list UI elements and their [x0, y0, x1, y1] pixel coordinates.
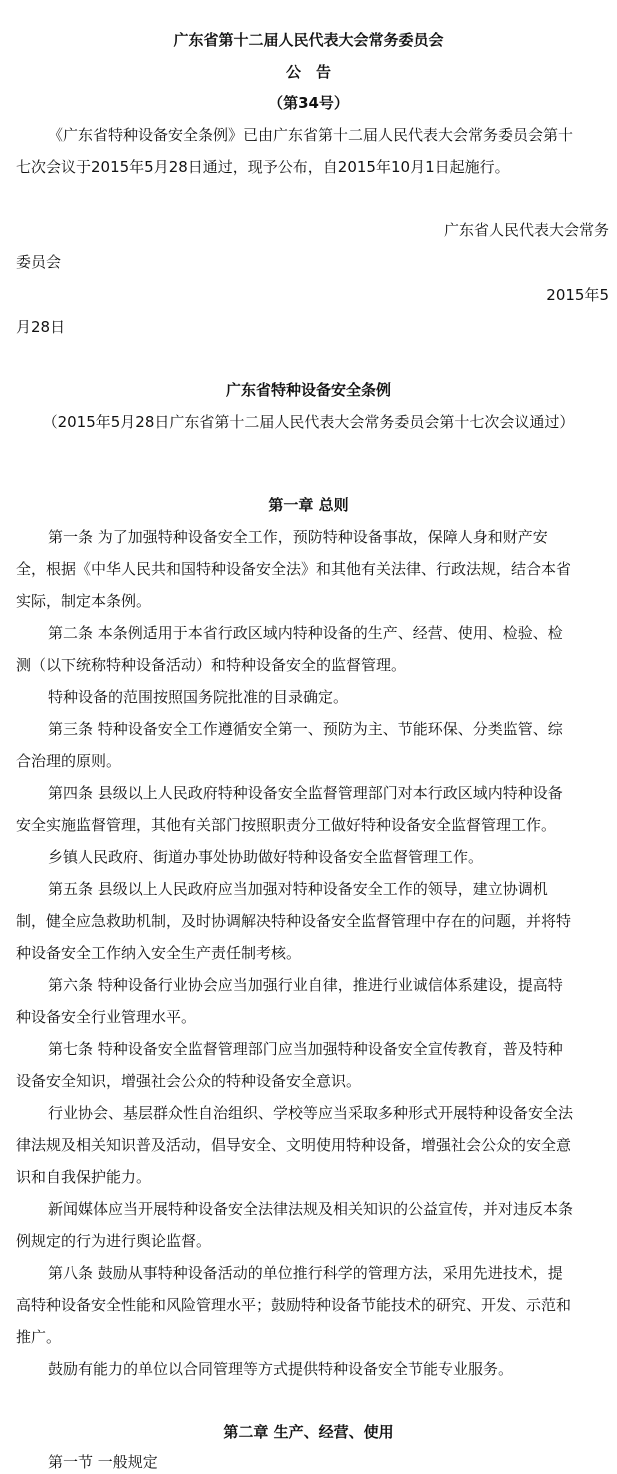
signature-org-cont: 委员会 — [16, 253, 62, 271]
body-line: 合治理的原则。 — [16, 752, 122, 770]
body-line: 种设备安全工作纳入安全生产责任制考核。 — [16, 944, 302, 962]
body-line: 高特种设备安全性能和风险管理水平；鼓励特种设备节能技术的研究、开发、示范和 — [16, 1296, 572, 1314]
body-line: 第一条 为了加强特种设备安全工作，预防特种设备事故，保障人身和财产安 — [48, 528, 548, 546]
announcement-line: 七次会议于2015年5月28日通过，现予公布，自2015年10月1日起施行。 — [16, 158, 510, 176]
body-line: 第六条 特种设备行业协会应当加强行业自律，推进行业诚信体系建设，提高特 — [48, 976, 563, 994]
body-line: 特种设备的范围按照国务院批准的目录确定。 — [48, 688, 349, 706]
body-line: 例规定的行为进行舆论监督。 — [16, 1232, 212, 1250]
chapter-2-title: 第二章 生产、经营、使用 — [223, 1423, 394, 1441]
notice-heading: 公 告 — [285, 63, 331, 81]
body-line: 测（以下统称特种设备活动）和特种设备安全的监督管理。 — [16, 656, 407, 674]
announcement-line: 《广东省特种设备安全条例》已由广东省第十二届人民代表大会常务委员会第十 — [48, 126, 574, 144]
body-line: 种设备安全行业管理水平。 — [16, 1008, 197, 1026]
body-line: 新闻媒体应当开展特种设备安全法律法规及相关知识的公益宣传，并对违反本条 — [48, 1200, 574, 1218]
body-line: 识和自我保护能力。 — [16, 1168, 152, 1186]
body-line: 律法规及相关知识普及活动，倡导安全、文明使用特种设备，增强社会公众的安全意 — [16, 1136, 572, 1154]
body-line: 鼓励有能力的单位以合同管理等方式提供特种设备安全节能专业服务。 — [48, 1360, 514, 1378]
section-1-title: 第一节 一般规定 — [48, 1453, 158, 1471]
regulation-subtitle: （2015年5月28日广东省第十二届人民代表大会常务委员会第十七次会议通过） — [42, 413, 575, 431]
body-line: 乡镇人民政府、街道办事处协助做好特种设备安全监督管理工作。 — [48, 848, 484, 866]
body-line: 实际，制定本条例。 — [16, 592, 152, 610]
chapter-1-title: 第一章 总则 — [268, 496, 349, 514]
body-line: 制，健全应急救助机制，及时协调解决特种设备安全监督管理中存在的问题，并将特 — [16, 912, 572, 930]
body-line: 安全实施监督管理，其他有关部门按照职责分工做好特种设备安全监督管理工作。 — [16, 816, 557, 834]
signature-org: 广东省人民代表大会常务 — [443, 221, 609, 239]
body-line: 第四条 县级以上人民政府特种设备安全监督管理部门对本行政区域内特种设备 — [48, 784, 563, 802]
body-line: 第八条 鼓励从事特种设备活动的单位推行科学的管理方法，采用先进技术，提 — [48, 1264, 563, 1282]
signature-date: 2015年5 — [546, 286, 609, 304]
regulation-title: 广东省特种设备安全条例 — [225, 381, 391, 399]
body-line: 推广。 — [16, 1328, 62, 1346]
body-line: 行业协会、基层群众性自治组织、学校等应当采取多种形式开展特种设备安全法 — [48, 1104, 574, 1122]
signature-date-cont: 月28日 — [16, 318, 66, 336]
body-line: 全，根据《中华人民共和国特种设备安全法》和其他有关法律、行政法规，结合本省 — [16, 560, 572, 578]
body-line: 设备安全知识，增强社会公众的特种设备安全意识。 — [16, 1072, 362, 1090]
body-line: 第二条 本条例适用于本省行政区域内特种设备的生产、经营、使用、检验、检 — [48, 624, 563, 642]
body-line: 第七条 特种设备安全监督管理部门应当加强特种设备安全宣传教育，普及特种 — [48, 1040, 563, 1058]
body-line: 第三条 特种设备安全工作遵循安全第一、预防为主、节能环保、分类监管、综 — [48, 720, 563, 738]
notice-number: （第34号） — [268, 94, 349, 112]
body-line: 第五条 县级以上人民政府应当加强对特种设备安全工作的领导，建立协调机 — [48, 880, 548, 898]
committee-heading: 广东省第十二届人民代表大会常务委员会 — [173, 31, 444, 49]
